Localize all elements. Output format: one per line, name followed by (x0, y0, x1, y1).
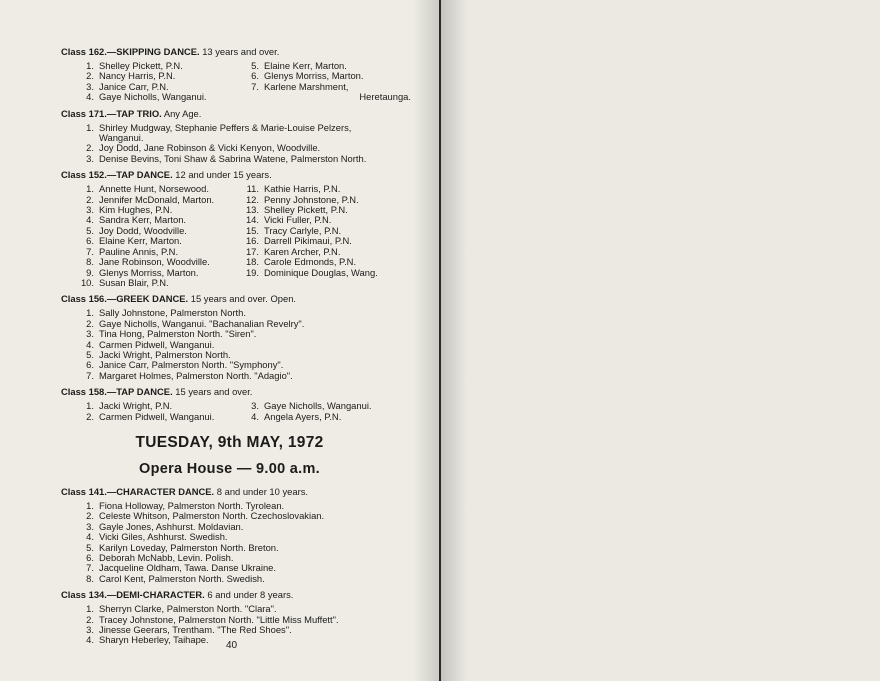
entry-number: 5. (86, 224, 94, 236)
entry-number: 7. (86, 369, 94, 381)
class-section (61, 46, 411, 103)
entry-text: Sharyn Heberley, Taihape. (99, 634, 209, 646)
entry-text: Sherryn Clarke, Palmerston North. "Clara". (99, 603, 277, 615)
left-page-content (61, 46, 411, 651)
entry-list (61, 184, 398, 288)
entry-number: 4. (86, 91, 94, 103)
entry-grid (76, 184, 398, 288)
entry-text: Gaye Nicholls, Wanganui. (264, 400, 372, 412)
entry-number: 9. (86, 266, 94, 278)
class-title: Class 156.—GREEK DANCE. (61, 293, 189, 305)
entry-number: 2. (86, 70, 94, 82)
entry-text: Shirley Mudgway, Stephanie Peffers & Marie-Louise Pelzers, (99, 121, 352, 133)
entry-text: Elaine Kerr, Marton. (264, 60, 347, 71)
entry-text: Karlene Marshment, (264, 80, 349, 92)
entry-column (76, 61, 241, 103)
entry-text: Kathie Harris, P.N. (264, 183, 341, 195)
session-heading: TUESDAY, 9th MAY, 1972 (135, 433, 324, 451)
right-page (441, 0, 880, 681)
entry-row (76, 401, 241, 411)
entry-number: 6. (86, 552, 94, 563)
entry-list (61, 401, 398, 422)
entry-number: 2. (86, 613, 94, 625)
entry-text: Penny Johnstone, P.N. (264, 193, 359, 205)
entry-number: 18. (245, 256, 259, 268)
entry-text: Shelley Pickett, P.N. (264, 204, 348, 216)
entry-text: Carmen Pidwell, Wanganui. (99, 410, 215, 422)
entry-text: Joy Dodd, Woodville. (99, 224, 187, 236)
entry-row (76, 329, 398, 339)
class-section (61, 169, 398, 288)
class-title: Class 152.—TAP DANCE. (61, 169, 173, 181)
class-title: Class 162.—SKIPPING DANCE. (61, 46, 200, 57)
entry-column (76, 184, 241, 288)
entry-row (241, 412, 411, 422)
entry-number: 2. (86, 410, 94, 422)
entry-row (241, 257, 411, 267)
entry-text: Margaret Holmes, Palmerston North. "Adagio". (99, 369, 293, 381)
entry-text: Jacki Wright, Palmerston North. (99, 348, 231, 360)
entry-number: 8. (86, 256, 94, 268)
entry-text: Deborah McNabb, Levin. Polish. (99, 552, 234, 563)
entry-text: Carole Edmonds, P.N. (264, 256, 357, 268)
class-condition: 6 and under 8 years. (207, 589, 294, 601)
entry-row (76, 574, 398, 584)
entry-number: 1. (86, 307, 94, 319)
entry-list (61, 60, 411, 103)
entry-number: 4. (86, 338, 94, 350)
entry-number: 4. (86, 214, 94, 226)
class-title: Class 134.—DEMI-CHARACTER. (61, 589, 205, 601)
entry-number: 4. (86, 634, 94, 646)
class-heading (61, 589, 398, 600)
class-section (61, 589, 398, 646)
entry-text: Carol Kent, Palmerston North. Swedish. (99, 572, 265, 584)
entry-number: 7. (86, 245, 94, 257)
class-condition: 13 years and over. (202, 46, 280, 57)
entry-number: 1. (86, 60, 94, 71)
entry-list (61, 308, 398, 381)
entry-number: 3. (86, 80, 94, 92)
entry-row (76, 154, 398, 164)
entry-text: Glenys Morriss, Marton. (264, 70, 364, 82)
entry-text: Kim Hughes, P.N. (99, 204, 173, 216)
entry-number: 12. (245, 193, 259, 205)
entry-row (76, 278, 241, 288)
class-condition: 15 years and over. (175, 386, 253, 398)
entry-number: 1. (86, 121, 94, 133)
entry-number: 8. (86, 572, 94, 584)
entry-number: 3. (86, 152, 94, 164)
entry-column (241, 61, 411, 103)
class-title: Class 171.—TAP TRIO. (61, 107, 162, 119)
entry-number: 4. (86, 531, 94, 543)
class-condition: Any Age. (163, 107, 202, 119)
entry-row (241, 401, 411, 411)
entry-number: 6. (251, 70, 259, 82)
entry-number: 7. (86, 562, 94, 574)
class-section (61, 386, 398, 422)
left-page (0, 0, 439, 681)
entry-column (241, 184, 411, 288)
entry-number: 6. (86, 359, 94, 371)
class-condition: 15 years and over. Open. (190, 293, 297, 305)
entry-text: Sandra Kerr, Marton. (99, 214, 187, 226)
entry-number: 2. (86, 317, 94, 329)
entry-list (61, 501, 398, 584)
entry-number: 15. (245, 224, 259, 236)
entry-text: Nancy Harris, P.N. (99, 70, 176, 82)
entry-number: 6. (86, 235, 94, 247)
entry-text: Denise Bevins, Toni Shaw & Sabrina Watene, Palmerston North. (99, 152, 367, 164)
entry-number: 5. (86, 541, 94, 553)
class-title: Class 158.—TAP DANCE. (61, 386, 173, 398)
entry-text: Jennifer McDonald, Marton. (99, 193, 215, 205)
entry-text: Dominique Douglas, Wang. (264, 266, 378, 278)
entry-text: Glenys Morriss, Marton. (99, 266, 199, 278)
class-condition: 8 and under 10 years. (216, 485, 308, 497)
entry-number: 5. (86, 348, 94, 360)
entry-number: 11. (246, 183, 259, 195)
entry-number: 4. (251, 410, 259, 422)
entry-text: Sally Johnstone, Palmerston North. (99, 307, 246, 319)
entry-text: Vicki Giles, Ashhurst. Swedish. (99, 531, 228, 543)
entry-column (241, 401, 411, 422)
entry-text: Jacki Wright, P.N. (99, 400, 173, 412)
entry-text: Jinesse Geerars, Trentham. "The Red Shoes". (99, 624, 292, 636)
entry-text: Karilyn Loveday, Palmerston North. Breton. (99, 541, 279, 553)
entry-text: Susan Blair, P.N. (99, 276, 169, 288)
entry-text: Carmen Pidwell, Wanganui. (99, 338, 215, 350)
entry-number: 19. (245, 266, 259, 278)
entry-column (76, 401, 241, 422)
entry-number: 1. (86, 183, 94, 195)
entry-text: Shelley Pickett, P.N. (99, 60, 183, 71)
entry-text: Jane Robinson, Woodville. (99, 256, 210, 268)
entry-text: Tina Hong, Palmerston North. "Siren". (99, 328, 257, 340)
entry-number: 1. (86, 603, 94, 615)
entry-row (76, 257, 241, 267)
entry-grid (76, 401, 398, 422)
entry-grid (76, 60, 411, 103)
class-heading (61, 386, 398, 397)
class-heading (61, 108, 398, 119)
entry-number: 1. (86, 499, 94, 511)
entry-row (241, 268, 411, 278)
entry-number: 7. (251, 80, 259, 92)
entry-number: 10. (80, 276, 94, 288)
page-number-left: 40 (226, 640, 238, 651)
entry-number: 3. (86, 204, 94, 216)
class-heading (61, 169, 398, 180)
entry-text: Tracey Johnstone, Palmerston North. "Little Miss Muffett". (99, 613, 339, 625)
entry-number: 3. (251, 400, 259, 412)
entry-number: 17. (245, 245, 259, 257)
entry-continuation: Heretaunga. (359, 91, 411, 103)
entry-text: Jacqueline Oldham, Tawa. Danse Ukraine. (99, 562, 277, 574)
entry-number: 3. (86, 624, 94, 636)
entry-text: Darrell Pikimaui, P.N. (264, 235, 352, 247)
entry-row (76, 371, 398, 381)
entry-text: Janice Carr, P.N. (99, 80, 169, 92)
entry-text: Elaine Kerr, Marton. (99, 235, 182, 247)
class-title: Class 141.—CHARACTER DANCE. (61, 485, 215, 497)
entry-row (76, 92, 241, 102)
entry-text: Fiona Holloway, Palmerston North. Tyrolean. (99, 499, 285, 511)
class-section (61, 486, 398, 584)
class-heading (61, 486, 398, 497)
entry-text: Joy Dodd, Jane Robinson & Vicki Kenyon, Woodville. (99, 142, 321, 154)
entry-number: 14. (245, 214, 259, 226)
entry-text: Karen Archer, P.N. (264, 245, 341, 257)
entry-text: Angela Ayers, P.N. (264, 410, 342, 422)
entry-text: Wanganui. (99, 132, 144, 144)
entry-text: Annette Hunt, Norsewood. (99, 183, 209, 195)
entry-number: 5. (251, 60, 259, 71)
class-section (61, 293, 398, 381)
entry-text: Gaye Nicholls, Wanganui. "Bachanalian Revelry". (99, 317, 305, 329)
entry-list (61, 123, 398, 165)
class-heading (61, 293, 398, 304)
session-heading: Opera House — 9.00 a.m. (139, 460, 320, 477)
entry-number: 2. (86, 142, 94, 154)
entry-number: 2. (86, 193, 94, 205)
entry-text: Vicki Fuller, P.N. (264, 214, 332, 226)
class-heading (61, 46, 398, 57)
entry-number: 16. (245, 235, 259, 247)
entry-number: 13. (245, 204, 259, 216)
entry-number: 1. (86, 400, 94, 412)
entry-text: Tracy Carlyle, P.N. (264, 224, 342, 236)
entry-text: Pauline Annis, P.N. (99, 245, 179, 257)
entry-text: Celeste Whitson, Palmerston North. Czechoslovakian. (99, 510, 325, 522)
class-section (61, 108, 398, 165)
class-condition: 12 and under 15 years. (175, 169, 272, 181)
entry-row (76, 412, 241, 422)
entry-text: Janice Carr, Palmerston North. "Symphony". (99, 359, 284, 371)
entry-text: Gayle Jones, Ashhurst. Moldavian. (99, 520, 244, 532)
entry-number: 3. (86, 328, 94, 340)
entry-text: Gaye Nicholls, Wanganui. (99, 91, 207, 103)
entry-number: 3. (86, 520, 94, 532)
entry-number: 2. (86, 510, 94, 522)
